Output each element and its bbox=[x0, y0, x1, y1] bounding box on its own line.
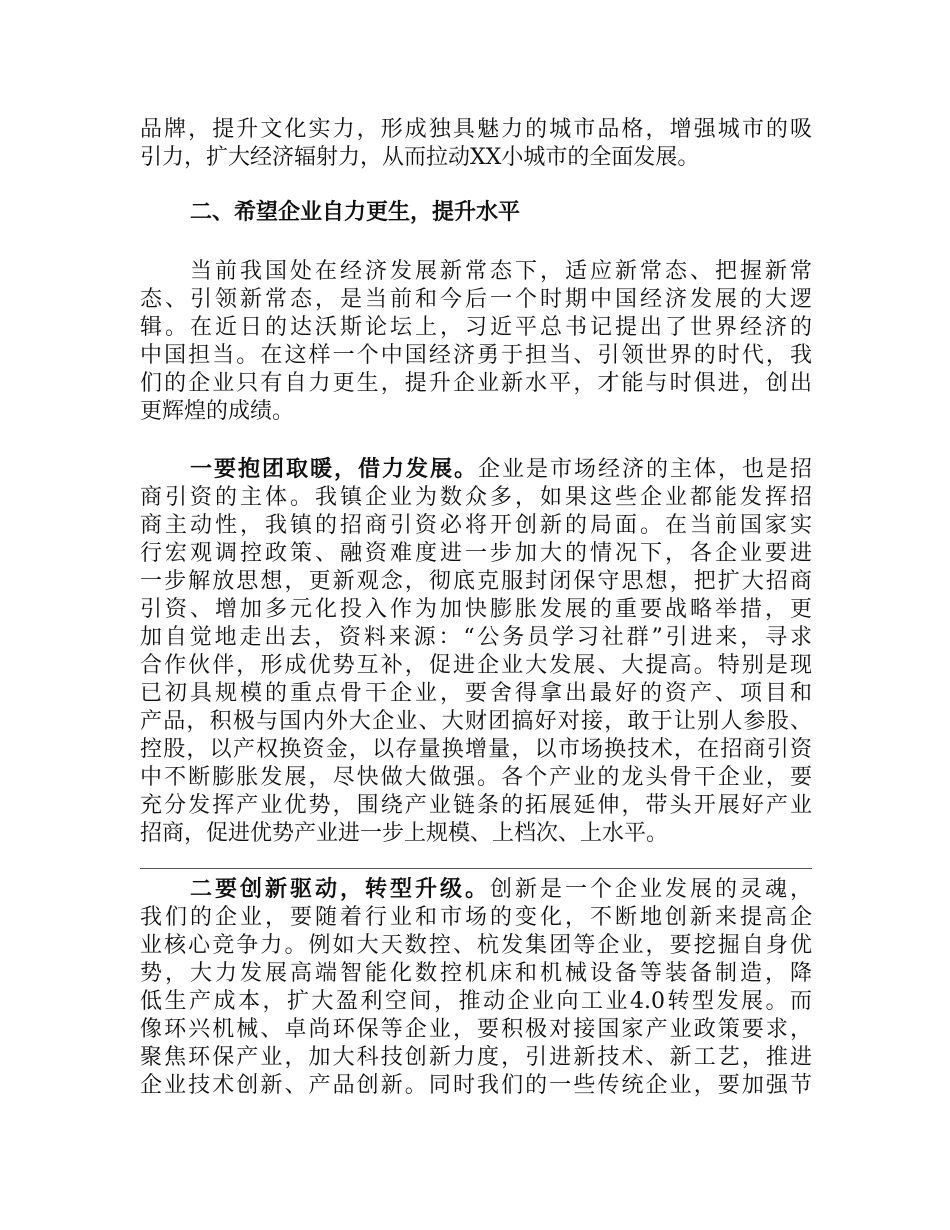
text-line: 们的企业只有自力更生，提升企业新水平，才能与时俱进，创出 bbox=[140, 371, 812, 396]
text-line: 商引资的主体。我镇企业为数众多，如果这些企业都能发挥招 bbox=[140, 485, 812, 510]
paragraph-lead: 一要抱团取暖，借力发展。 bbox=[190, 457, 478, 482]
text-line: 态、引领新常态，是当前和今后一个时期中国经济发展的大逻 bbox=[140, 287, 812, 312]
text-line: 引资、增加多元化投入作为加快膨胀发展的重要战略举措，更 bbox=[140, 597, 812, 622]
text-line: 行宏观调控政策、融资难度进一步加大的情况下，各企业要进 bbox=[140, 541, 812, 566]
text-line: 引力，扩大经济辐射力，从而拉动XX小城市的全面发展。 bbox=[140, 145, 700, 170]
text-line: 业核心竞争力。例如大天数控、杭发集团等企业，要挖掘自身优 bbox=[140, 933, 812, 958]
text-line: 像环兴机械、卓尚环保等企业，要积极对接国家产业政策要求， bbox=[140, 1017, 812, 1042]
text-line: 品牌，提升文化实力，形成独具魅力的城市品格，增强城市的吸 bbox=[140, 117, 812, 142]
text-line: 中不断膨胀发展，尽快做大做强。各个产业的龙头骨干企业，要 bbox=[140, 765, 812, 790]
paragraph-lead: 二要创新驱动，转型升级。 bbox=[190, 877, 490, 902]
paragraph-text: 创新是一个企业发展的灵魂， bbox=[490, 877, 812, 902]
text-line: 当前我国处在经济发展新常态下，适应新常态、把握新常 bbox=[190, 259, 812, 284]
text-line: 一步解放思想，更新观念，彻底克服封闭保守思想，把扩大招商 bbox=[140, 569, 812, 594]
text-line: 充分发挥产业优势，围绕产业链条的拓展延伸，带头开展好产业 bbox=[140, 793, 812, 818]
paragraph-text: 企业是市场经济的主体，也是招 bbox=[478, 457, 812, 482]
text-line: 已初具规模的重点骨干企业，要舍得拿出最好的资产、项目和 bbox=[140, 681, 812, 706]
text-line: 加自觉地走出去，资料来源：“公务员学习社群”引进来，寻求 bbox=[140, 625, 812, 650]
text-line: 企业技术创新、产品创新。同时我们的一些传统企业，要加强节 bbox=[140, 1073, 812, 1098]
text-line: 产品，积极与国内外大企业、大财团搞好对接，敢于让别人参股、 bbox=[140, 709, 812, 734]
text-line: 合作伙伴，形成优势互补，促进企业大发展、大提高。特别是现 bbox=[140, 653, 812, 678]
text-line: 聚焦环保产业，加大科技创新力度，引进新技术、新工艺，推进 bbox=[140, 1045, 812, 1070]
text-line: 低生产成本，扩大盈利空间，推动企业向工业4.0转型发展。而 bbox=[140, 989, 812, 1014]
paragraph-first-line bbox=[190, 456, 812, 484]
text-line: 中国担当。在这样一个中国经济勇于担当、引领世界的时代，我 bbox=[140, 343, 812, 368]
text-line: 我们的企业，要随着行业和市场的变化，不断地创新来提高企 bbox=[140, 905, 812, 930]
text-line: 势，大力发展高端智能化数控机床和机械设备等装备制造，降 bbox=[140, 961, 812, 986]
paragraph-first-line bbox=[190, 876, 812, 904]
text-line: 招商，促进优势产业进一步上规模、上档次、上水平。 bbox=[140, 821, 669, 846]
section-heading: 二、希望企业自力更生，提升水平 bbox=[190, 200, 521, 225]
text-line: 辑。在近日的达沃斯论坛上，习近平总书记提出了世界经济的 bbox=[140, 315, 812, 340]
text-line: 控股，以产权换资金，以存量换增量，以市场换技术，在招商引资 bbox=[140, 737, 812, 762]
horizontal-rule bbox=[140, 868, 812, 869]
text-line: 商主动性，我镇的招商引资必将开创新的局面。在当前国家实 bbox=[140, 513, 812, 538]
text-line: 更辉煌的成绩。 bbox=[140, 399, 295, 424]
